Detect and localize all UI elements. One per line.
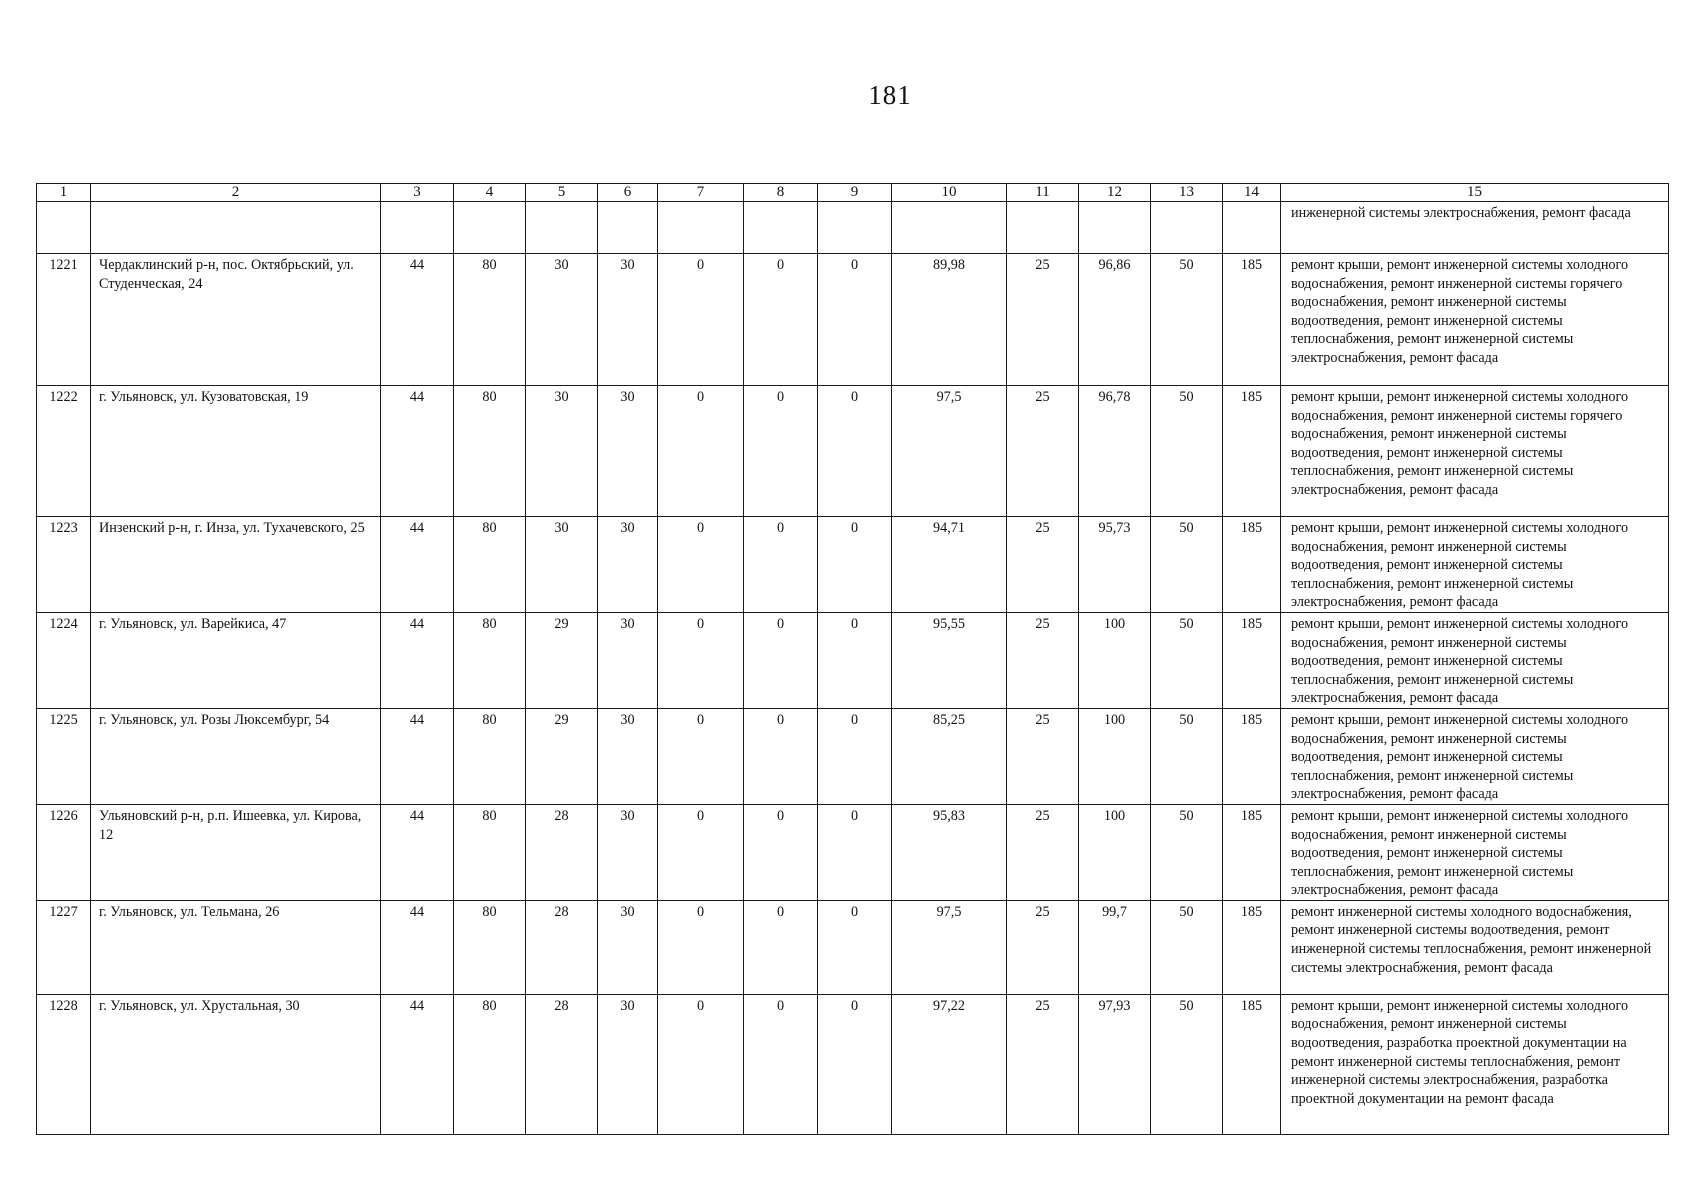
cell-col10: 95,83 [892,804,1007,900]
work-description: ремонт крыши, ремонт инженерной системы холодного водоснабжения, ремонт инженерной системы водоотведения, ремонт инженерной системы теплоснабжения, ремонт инженерной системы электроснабжения, ремонт фасада [1281,517,1669,613]
data-table [36,183,1669,1135]
cell-col13: 50 [1151,612,1223,708]
cell-col12: 96,86 [1079,254,1151,386]
cell-col14: 185 [1223,254,1281,386]
cell-col3: 44 [381,612,454,708]
cell-col6: 30 [598,900,658,994]
row-number: 1222 [37,386,91,517]
table-row [37,254,1669,386]
cell-col4: 80 [454,900,526,994]
column-number: 4 [454,184,526,202]
cell-col9: 0 [818,994,892,1134]
cell-col9: 0 [818,386,892,517]
column-number-row [37,184,1669,202]
cell-col10: 95,55 [892,612,1007,708]
address: Чердаклинский р-н, пос. Октябрьский, ул. Студенческая, 24 [91,254,381,386]
column-number: 7 [658,184,744,202]
cell-col5: 28 [526,900,598,994]
cell-col5: 29 [526,708,598,804]
cell-col3: 44 [381,708,454,804]
cell-col7: 0 [658,612,744,708]
row-number: 1225 [37,708,91,804]
cell-col4: 80 [454,517,526,613]
cell-col10: 89,98 [892,254,1007,386]
table-row [37,386,1669,517]
cell-col4: 80 [454,994,526,1134]
table-row [37,612,1669,708]
cell-col5: 30 [526,254,598,386]
column-number: 5 [526,184,598,202]
column-number: 14 [1223,184,1281,202]
table-row [37,900,1669,994]
cell-col8: 0 [744,900,818,994]
cell-col9: 0 [818,900,892,994]
work-description: ремонт крыши, ремонт инженерной системы холодного водоснабжения, ремонт инженерной системы водоотведения, разработка проектной документации на ремонт инженерной системы теплоснабжения, ремонт инженерной системы электроснабжения, разработка проектной документации на ремонт фасада [1281,994,1669,1134]
work-description: ремонт крыши, ремонт инженерной системы холодного водоснабжения, ремонт инженерной системы водоотведения, ремонт инженерной системы теплоснабжения, ремонт инженерной системы электроснабжения, ремонт фасада [1281,804,1669,900]
cell-col11: 25 [1007,900,1079,994]
cell-col7: 0 [658,900,744,994]
table-row [37,994,1669,1134]
cell-col9: 0 [818,708,892,804]
cell-col7: 0 [658,254,744,386]
cell-col5: 28 [526,994,598,1134]
address: г. Ульяновск, ул. Варейкиса, 47 [91,612,381,708]
row-number: 1221 [37,254,91,386]
column-number: 10 [892,184,1007,202]
cell-col8: 0 [744,804,818,900]
address: г. Ульяновск, ул. Хрустальная, 30 [91,994,381,1134]
cell-col14: 185 [1223,804,1281,900]
cell-col7: 0 [658,994,744,1134]
row-number: 1224 [37,612,91,708]
cell-col7: 0 [658,708,744,804]
column-number: 9 [818,184,892,202]
cell-col4: 80 [454,804,526,900]
cell-col6: 30 [598,386,658,517]
cell-col8: 0 [744,612,818,708]
continuation-row [37,202,1669,254]
column-number: 11 [1007,184,1079,202]
cell-col6: 30 [598,994,658,1134]
cell-col4: 80 [454,254,526,386]
cell-col9: 0 [818,804,892,900]
cell-col12: 99,7 [1079,900,1151,994]
cell-col9: 0 [818,612,892,708]
cell-col4: 80 [454,612,526,708]
column-number: 15 [1281,184,1669,202]
column-number: 3 [381,184,454,202]
cell-col11: 25 [1007,612,1079,708]
table-row [37,708,1669,804]
address: Инзенский р-н, г. Инза, ул. Тухачевского, 25 [91,517,381,613]
cell-col14: 185 [1223,386,1281,517]
cell-col13: 50 [1151,254,1223,386]
column-number: 13 [1151,184,1223,202]
cell-col10: 97,5 [892,900,1007,994]
cell-col11: 25 [1007,254,1079,386]
cell-col10: 94,71 [892,517,1007,613]
cell-col3: 44 [381,900,454,994]
cell-col5: 29 [526,612,598,708]
work-description: ремонт крыши, ремонт инженерной системы холодного водоснабжения, ремонт инженерной системы водоотведения, ремонт инженерной системы теплоснабжения, ремонт инженерной системы электроснабжения, ремонт фасада [1281,612,1669,708]
column-number: 6 [598,184,658,202]
cell-col3: 44 [381,804,454,900]
cell-col11: 25 [1007,994,1079,1134]
cell-col8: 0 [744,994,818,1134]
column-number: 1 [37,184,91,202]
address: г. Ульяновск, ул. Кузоватовская, 19 [91,386,381,517]
table-row [37,804,1669,900]
cell-col12: 96,78 [1079,386,1151,517]
cell-col7: 0 [658,804,744,900]
work-description: ремонт крыши, ремонт инженерной системы холодного водоснабжения, ремонт инженерной системы горячего водоснабжения, ремонт инженерной системы водоотведения, ремонт инженерной системы теплоснабжения, ремонт инженерной системы электроснабжения, ремонт фасада [1281,254,1669,386]
cell-col3: 44 [381,386,454,517]
table-row [37,517,1669,613]
cell-col3: 44 [381,517,454,613]
cell-col6: 30 [598,517,658,613]
cell-col8: 0 [744,517,818,613]
cell-col12: 100 [1079,612,1151,708]
cell-col8: 0 [744,708,818,804]
cell-col14: 185 [1223,517,1281,613]
column-number: 8 [744,184,818,202]
cell-col5: 30 [526,386,598,517]
page-number: 181 [868,80,912,110]
cell-col6: 30 [598,804,658,900]
row-number: 1228 [37,994,91,1134]
cell-col11: 25 [1007,708,1079,804]
cell-col6: 30 [598,254,658,386]
cell-col10: 97,22 [892,994,1007,1134]
cell-col12: 95,73 [1079,517,1151,613]
cell-col5: 28 [526,804,598,900]
cell-col14: 185 [1223,900,1281,994]
cell-col12: 100 [1079,804,1151,900]
cell-col7: 0 [658,517,744,613]
cell-col11: 25 [1007,386,1079,517]
continuation-text: инженерной системы электроснабжения, ремонт фасада [1281,202,1669,254]
cell-col7: 0 [658,386,744,517]
work-description: ремонт крыши, ремонт инженерной системы холодного водоснабжения, ремонт инженерной системы водоотведения, ремонт инженерной системы теплоснабжения, ремонт инженерной системы электроснабжения, ремонт фасада [1281,708,1669,804]
cell-col13: 50 [1151,804,1223,900]
cell-col3: 44 [381,994,454,1134]
cell-col11: 25 [1007,517,1079,613]
cell-col9: 0 [818,517,892,613]
column-number: 12 [1079,184,1151,202]
cell-col6: 30 [598,612,658,708]
address: г. Ульяновск, ул. Розы Люксембург, 54 [91,708,381,804]
row-number: 1227 [37,900,91,994]
work-description: ремонт крыши, ремонт инженерной системы холодного водоснабжения, ремонт инженерной системы горячего водоснабжения, ремонт инженерной системы водоотведения, ремонт инженерной системы теплоснабжения, ремонт инженерной системы электроснабжения, ремонт фасада [1281,386,1669,517]
cell-col13: 50 [1151,708,1223,804]
cell-col10: 97,5 [892,386,1007,517]
cell-col13: 50 [1151,386,1223,517]
cell-col8: 0 [744,386,818,517]
cell-col6: 30 [598,708,658,804]
column-number: 2 [91,184,381,202]
row-number: 1223 [37,517,91,613]
cell-col5: 30 [526,517,598,613]
cell-col14: 185 [1223,994,1281,1134]
cell-col13: 50 [1151,517,1223,613]
cell-col10: 85,25 [892,708,1007,804]
cell-col4: 80 [454,386,526,517]
cell-col4: 80 [454,708,526,804]
work-description: ремонт инженерной системы холодного водоснабжения, ремонт инженерной системы водоотведения, ремонт инженерной системы теплоснабжения, ремонт инженерной системы электроснабжения, ремонт фасада [1281,900,1669,994]
cell-col12: 97,93 [1079,994,1151,1134]
cell-col14: 185 [1223,708,1281,804]
address: г. Ульяновск, ул. Тельмана, 26 [91,900,381,994]
cell-col13: 50 [1151,994,1223,1134]
cell-col9: 0 [818,254,892,386]
cell-col12: 100 [1079,708,1151,804]
row-number: 1226 [37,804,91,900]
cell-col8: 0 [744,254,818,386]
cell-col11: 25 [1007,804,1079,900]
address: Ульяновский р-н, р.п. Ишеевка, ул. Кирова, 12 [91,804,381,900]
cell-col3: 44 [381,254,454,386]
cell-col13: 50 [1151,900,1223,994]
cell-col14: 185 [1223,612,1281,708]
